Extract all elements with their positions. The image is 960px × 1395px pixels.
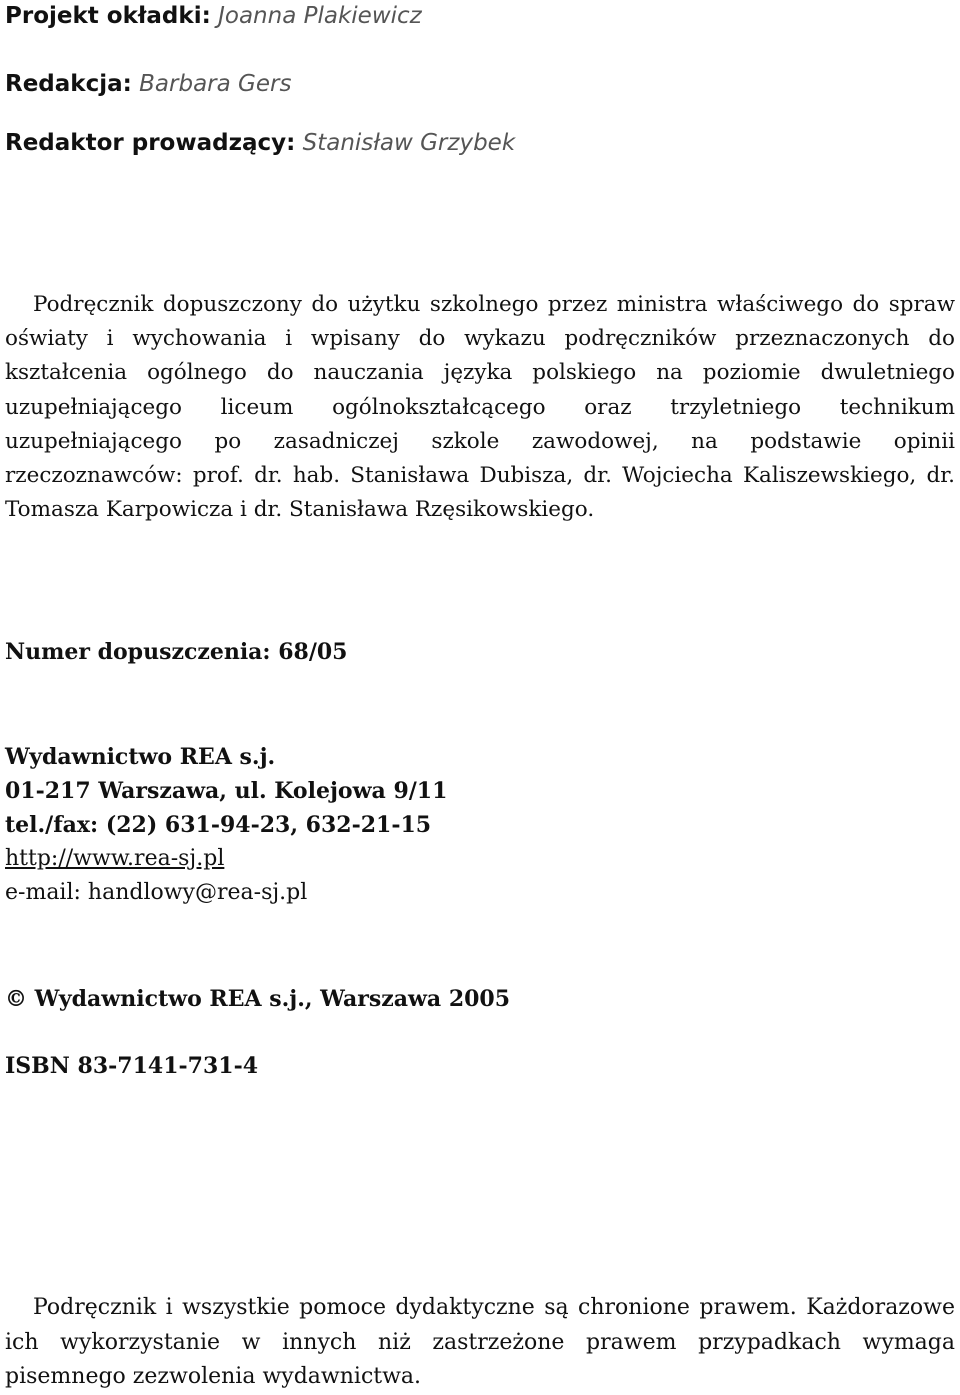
publisher-email[interactable]: e-mail: handlowy@rea-sj.pl [5,880,308,905]
isbn: ISBN 83-7141-731-4 [5,1053,259,1079]
credit-label: Projekt okładki: [5,3,211,29]
credit-value: Barbara Gers [139,71,292,97]
publisher-address: 01-217 Warszawa, ul. Kolejowa 9/11 [5,778,448,804]
credit-cover-design [5,2,955,30]
publisher-info [5,740,955,910]
credit-value: Stanisław Grzybek [302,130,516,156]
credit-editing [5,70,955,98]
approval-number: Numer dopuszczenia: 68/05 [5,639,348,665]
credit-label: Redakcja: [5,71,132,97]
approval-paragraph: Podręcznik dopuszczony do użytku szkolnego przez ministra właściwego do spraw oświaty i wychowania i wpisany do wykazu podręczników przeznaczonych do kształcenia ogólnego do nauczania języka polskiego na poziomie dwuletniego uzupełniającego liceum ogólnokształcącego oraz trzyletniego technikum uzupełniającego po zasadniczej szkole zawodowej, na podstawie opinii rzeczoznawców: prof. dr. hab. Stanisława Dubisza, dr. Wojciecha Kaliszewskiego, dr. Tomasza Karpowicza i dr. Stanisława Rzęsikowskiego. [5,292,955,523]
credit-lead-editor [5,129,955,157]
copyright-notice: © Wydawnictwo REA s.j., Warszawa 2005 [5,986,511,1012]
credit-value: Joanna Plakiewicz [218,3,422,29]
rights-notice: Podręcznik i wszystkie pomoce dydaktyczne są chronione prawem. Każdorazowe ich wykorzystanie w innych niż zastrzeżone prawem przypadkach wymaga pisemnego zezwolenia wydawnictwa. [5,1295,955,1389]
publisher-website-link[interactable]: http://www.rea-sj.pl [5,846,225,871]
publisher-phone: tel./fax: (22) 631-94-23, 632-21-15 [5,812,432,838]
credit-label: Redaktor prowadzący: [5,130,296,156]
publisher-name: Wydawnictwo REA s.j. [5,744,276,770]
